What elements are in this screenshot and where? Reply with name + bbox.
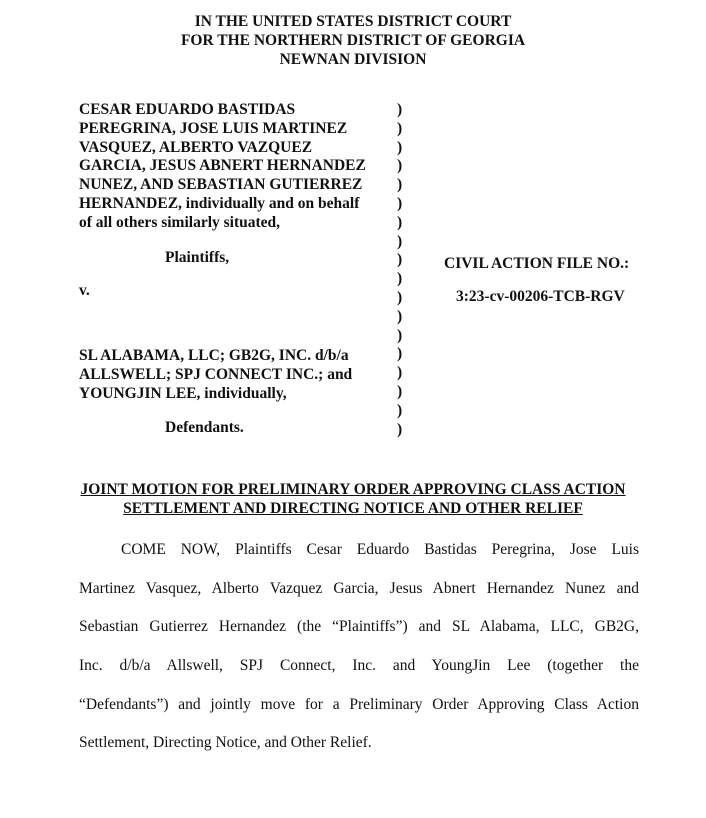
- defendants-caption: [79, 347, 399, 403]
- versus-label: v.: [79, 282, 90, 299]
- caption-parenthesis: ): [397, 270, 403, 288]
- caption-parenthesis: ): [397, 232, 403, 250]
- motion-body-line: Settlement, Directing Notice, and Other Relief.: [79, 734, 372, 752]
- civil-action-label: CIVIL ACTION FILE NO.:: [444, 255, 630, 272]
- court-heading-line-3: NEWNAN DIVISION: [279, 51, 427, 68]
- plaintiffs-caption-line: CESAR EDUARDO BASTIDAS: [79, 101, 296, 118]
- caption-parenthesis: ): [397, 101, 403, 118]
- plaintiffs-caption-line: HERNANDEZ, individually and on behalf: [79, 194, 360, 212]
- motion-body-line: Martinez Vasquez, Alberto Vazquez Garcia, Jesus Abnert Hernandez Nunez and: [79, 579, 639, 597]
- court-heading-line-2: FOR THE NORTHERN DISTRICT OF GEORGIA: [180, 32, 526, 49]
- caption-parenthesis: ): [397, 251, 403, 269]
- caption-parenthesis: ): [397, 307, 403, 325]
- defendants-label: Defendants.: [165, 419, 244, 436]
- court-heading-line-1: IN THE UNITED STATES DISTRICT COURT: [194, 13, 512, 30]
- motion-title: [0, 480, 706, 518]
- plaintiffs-caption-line: GARCIA, JESUS ABNERT HERNANDEZ: [79, 157, 366, 175]
- defendants-caption-line: ALLSWELL; SPJ CONNECT INC.; and: [79, 365, 353, 383]
- defendants-caption-line: YOUNGJIN LEE, individually,: [79, 384, 287, 402]
- motion-body: [79, 531, 639, 763]
- motion-body-line: Inc. d/b/a Allswell, SPJ Connect, Inc. and YoungJin Lee (together the: [79, 657, 639, 675]
- caption-parenthesis: ): [397, 194, 403, 212]
- motion-title-line-2: SETTLEMENT AND DIRECTING NOTICE AND OTHER RELIEF: [123, 500, 583, 517]
- motion-body-line: Sebastian Gutierrez Hernandez (the “Plaintiffs”) and SL Alabama, LLC, GB2G,: [79, 618, 639, 636]
- case-number: 3:23-cv-00206-TCB-RGV: [456, 288, 625, 305]
- plaintiffs-caption-line: PEREGRINA, JOSE LUIS MARTINEZ: [79, 119, 348, 137]
- motion-title-line-1: JOINT MOTION FOR PRELIMINARY ORDER APPROVING CLASS ACTION: [80, 481, 626, 498]
- caption-parenthesis: ): [397, 364, 403, 382]
- caption-parenthesis: ): [397, 345, 403, 363]
- motion-body-line: COME NOW, Plaintiffs Cesar Eduardo Bastidas Peregrina, Jose Luis: [121, 541, 639, 558]
- caption-parenthesis: ): [397, 401, 403, 419]
- plaintiffs-label: Plaintiffs,: [165, 249, 230, 266]
- caption-parenthesis: ): [397, 382, 403, 400]
- caption-parenthesis: ): [397, 176, 403, 194]
- caption-parenthesis-column: [397, 101, 409, 439]
- plaintiffs-caption: [79, 101, 399, 233]
- court-heading: [0, 12, 706, 69]
- motion-body-line: “Defendants”) and jointly move for a Preliminary Order Approving Class Action: [79, 695, 639, 713]
- plaintiffs-caption-line: VASQUEZ, ALBERTO VAZQUEZ: [79, 138, 313, 156]
- plaintiffs-caption-line: of all others similarly situated,: [79, 213, 281, 231]
- caption-parenthesis: ): [397, 157, 403, 175]
- caption-parenthesis: ): [397, 213, 403, 231]
- caption-parenthesis: ): [397, 138, 403, 156]
- caption-parenthesis: ): [397, 288, 403, 306]
- caption-parenthesis: ): [397, 326, 403, 344]
- caption-parenthesis: ): [397, 420, 403, 438]
- caption-parenthesis: ): [397, 119, 403, 137]
- defendants-caption-line: SL ALABAMA, LLC; GB2G, INC. d/b/a: [79, 347, 349, 364]
- plaintiffs-caption-line: NUNEZ, AND SEBASTIAN GUTIERREZ: [79, 176, 363, 194]
